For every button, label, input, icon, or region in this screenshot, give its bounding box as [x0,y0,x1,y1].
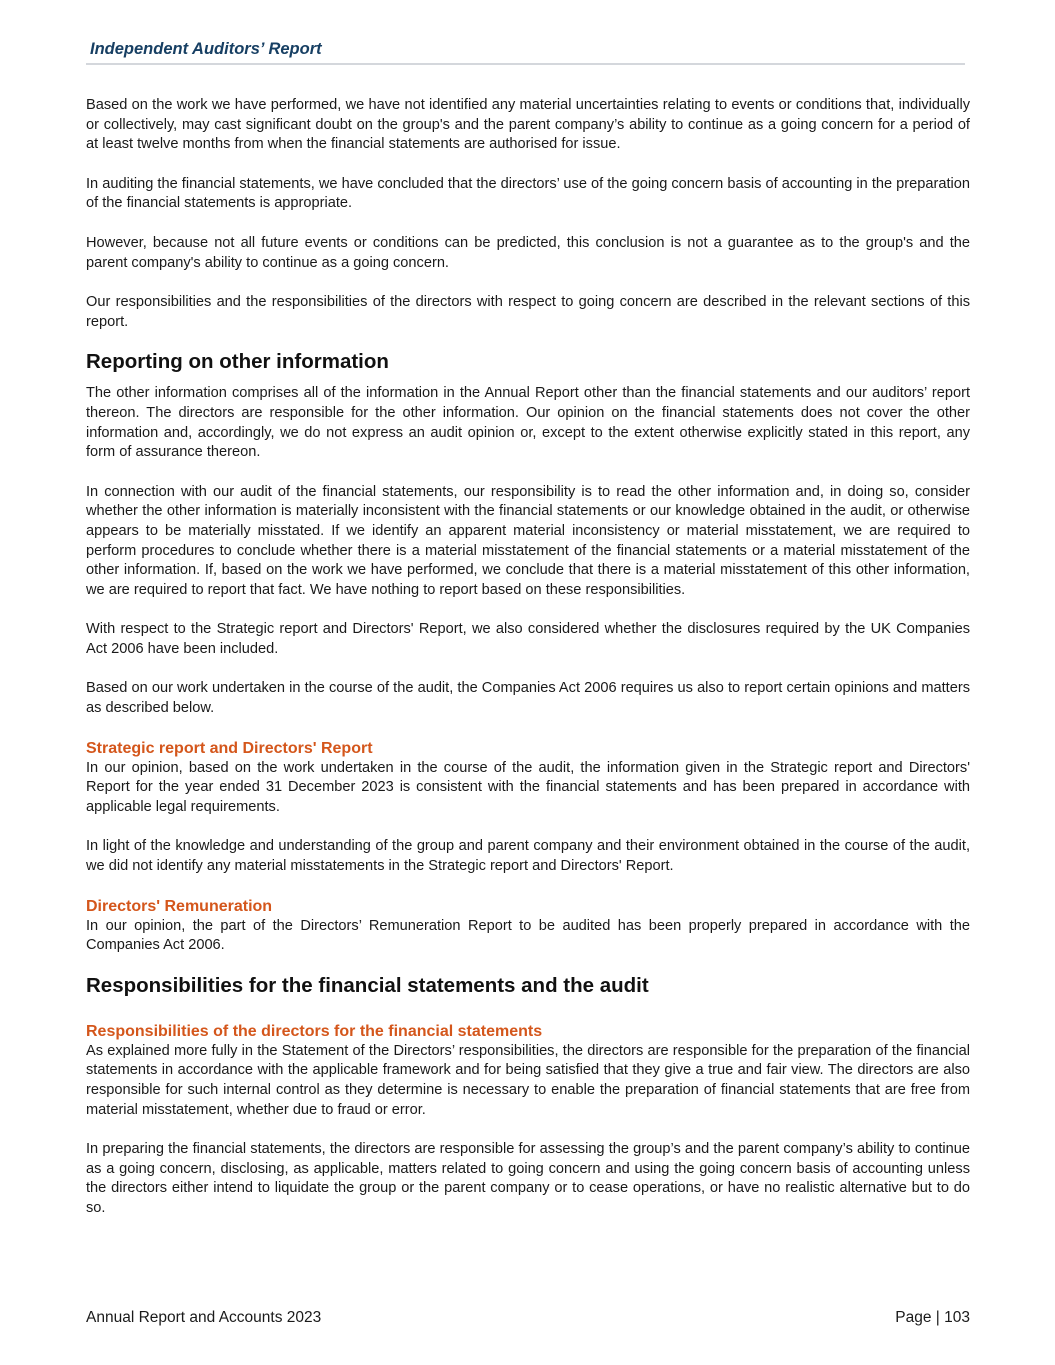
directors-responsibilities-subheading: Responsibilities of the directors for the financial statements [86,1022,543,1040]
responsibilities-heading: Responsibilities for the financial statements and the audit [86,973,649,997]
remuneration-heading: Directors' Remuneration [86,897,273,915]
remuneration-paragraph-1: In our opinion, the part of the Directors’ Remuneration Report to be audited has been properly prepared in accordance with the Companies Act 2006. [86,917,970,954]
strategic-report-paragraph-1: In our opinion, based on the work undertaken in the course of the audit, the information given in the Strategic report and Directors' Report for the year ended 31 December 2023 is consistent with the financial statements and has been prepared in accordance with applicable legal requirements. [86,759,970,815]
going-concern-paragraph-2: In auditing the financial statements, we have concluded that the directors’ use of the going concern basis of accounting in the preparation of the financial statements is appropriate. [86,175,970,212]
other-information-heading: Reporting on other information [86,350,389,374]
strategic-report-heading: Strategic report and Directors' Report [86,739,373,757]
going-concern-paragraph-1: Based on the work we have performed, we have not identified any material uncertainties relating to events or conditions that, individually or collectively, may cast significant doubt on the group's and the parent company’s ability to continue as a going concern for a period of at least twelve months from when the financial statements are authorised for issue. [86,97,970,153]
responsibilities-paragraph-2: In preparing the financial statements, the directors are responsible for assessing the group’s and the parent company’s ability to continue as a going concern, disclosing, as applicable, matters related to going concern and using the going concern basis of accounting unless the directors either intend to liquidate the group or the parent company or to cease operations, or have no realistic alternative but to do so. [86,1141,970,1216]
other-information-paragraph-3: With respect to the Strategic report and Directors' Report, we also considered whether the disclosures required by the UK Companies Act 2006 have been included. [86,621,970,657]
header-title: Independent Auditors’ Report [90,40,322,58]
footer-report-title: Annual Report and Accounts 2023 [86,1309,322,1326]
going-concern-paragraph-4: Our responsibilities and the responsibilities of the directors with respect to going concern are described in the relevant sections of this report. [86,294,970,330]
strategic-report-paragraph-2: In light of the knowledge and understanding of the group and parent company and their environment obtained in the course of the audit, we did not identify any material misstatements in the Strategic report and Directors' Report. [86,838,970,875]
other-information-paragraph-2: In connection with our audit of the financial statements, our responsibility is to read the other information and, in doing so, consider whether the other information is materially inconsistent with the financial statements or our knowledge obtained in the audit, or otherwise appears to be materially misstated. If we identify an apparent material inconsistency or material misstatement, we are required to perform procedures to conclude whether there is a material misstatement of the financial statements or a material misstatement of the other information. If, based on the work we have performed, we conclude that there is a material misstatement of this other information, we are required to report that fact. We have nothing to report based on these responsibilities. [86,483,970,598]
page-header [86,38,965,65]
other-information-paragraph-1: The other information comprises all of the information in the Annual Report other than the financial statements and our auditors’ report thereon. The directors are responsible for the other information. Our opinion on the financial statements does not cover the other information and, accordingly, we do not express an audit opinion or, except to the extent otherwise explicitly stated in this report, any form of assurance thereon. [86,385,970,461]
page-content [86,96,970,1239]
responsibilities-paragraph-1: As explained more fully in the Statement of the Directors’ responsibilities, the directors are responsible for the preparation of the financial statements in accordance with the applicable framework and for being satisfied that they give a true and fair view. The directors are also responsible for such internal control as they determine is necessary to enable the preparation of financial statements that are free from material misstatement, whether due to fraud or error. [86,1042,970,1118]
other-information-paragraph-4: Based on our work undertaken in the course of the audit, the Companies Act 2006 requires us also to report certain opinions and matters as described below. [86,680,970,717]
footer-page-number: Page | 103 [895,1309,970,1326]
going-concern-paragraph-3: However, because not all future events or conditions can be predicted, this conclusion is not a guarantee as to the group's and the parent company's ability to continue as a going concern. [86,234,970,271]
